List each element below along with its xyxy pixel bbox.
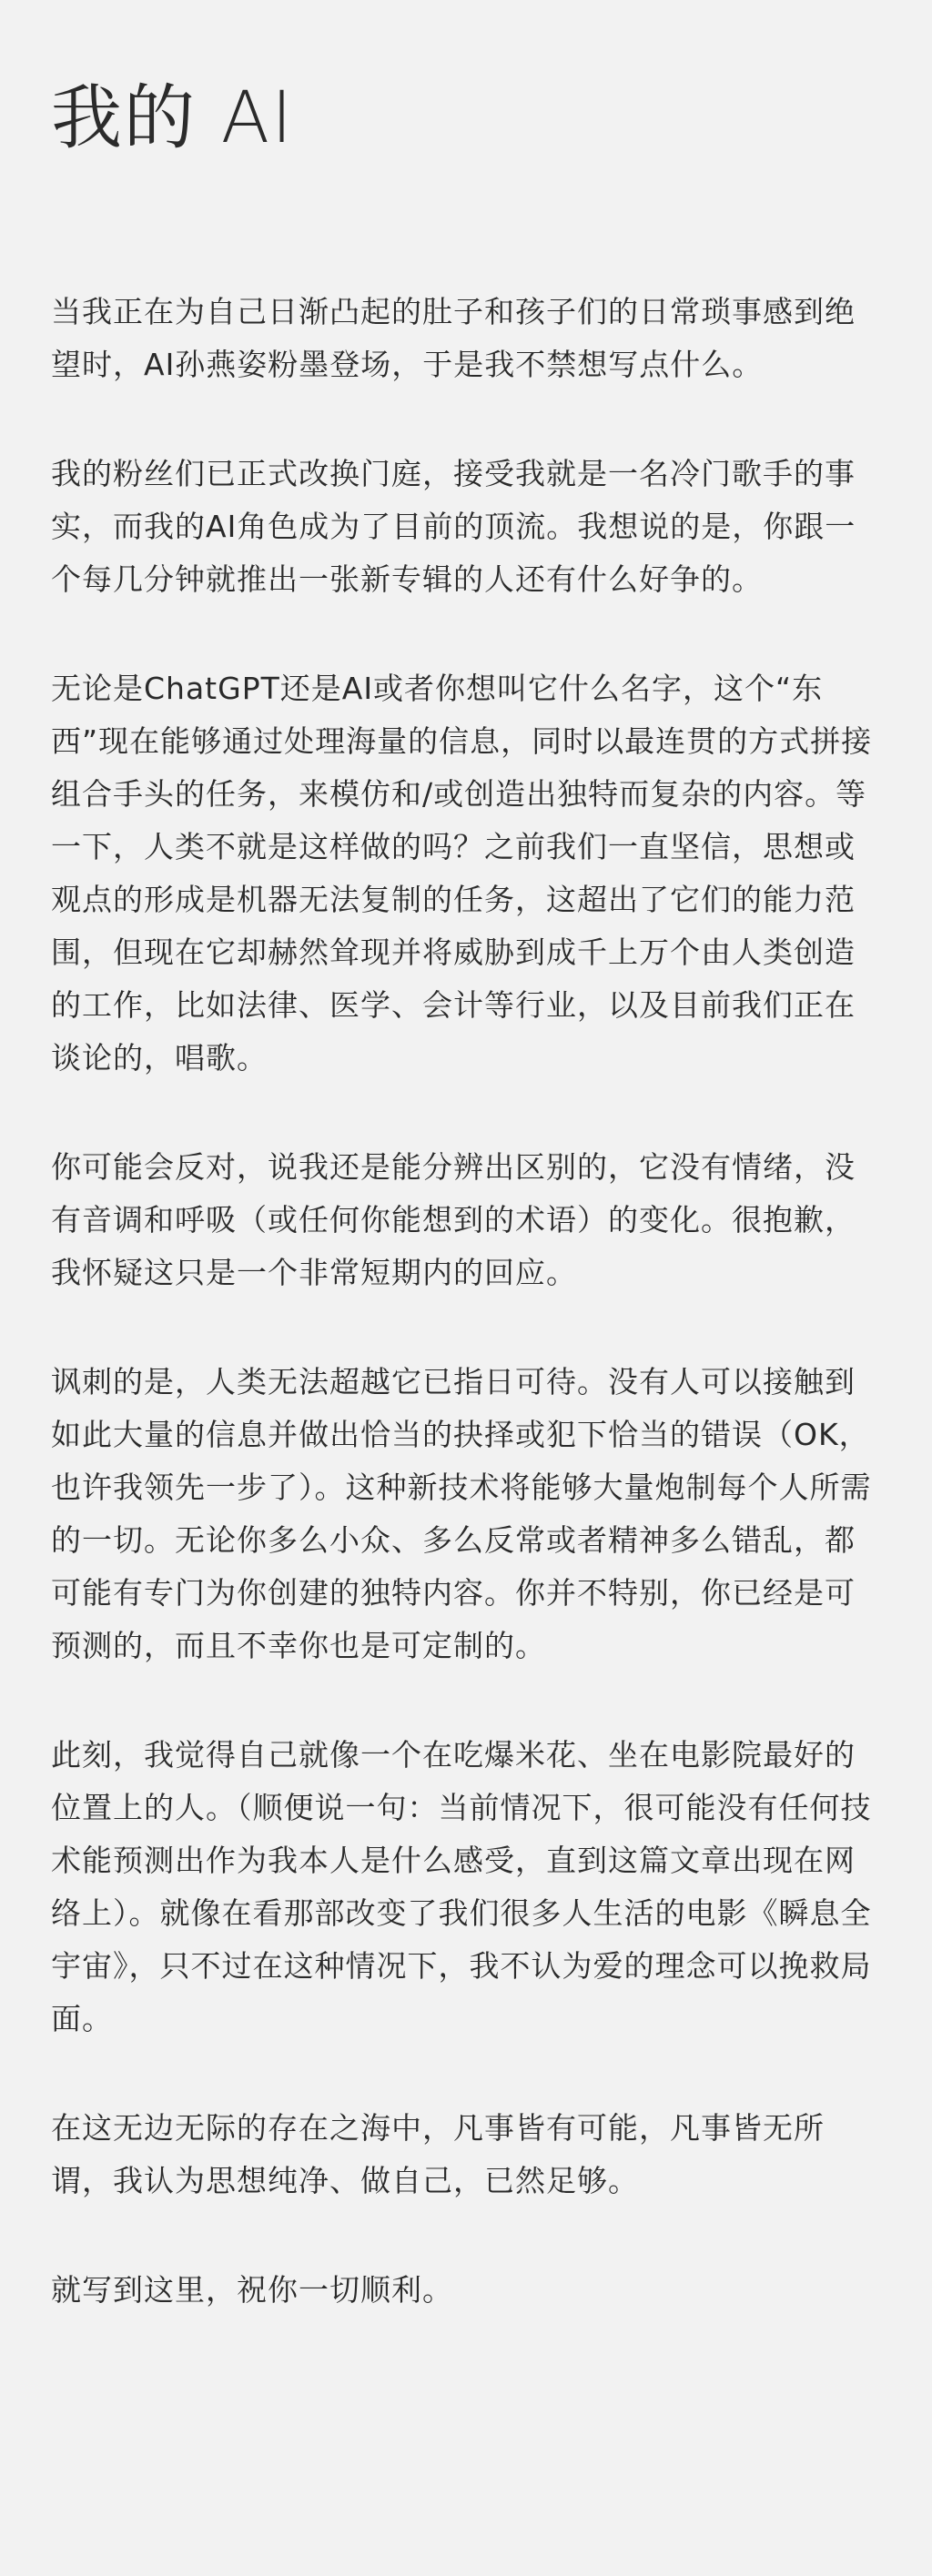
paragraph: 无论是ChatGPT还是AI或者你想叫它什么名字，这个“东西”现在能够通过处理海量的信息，同时以最连贯的方式拼接组合手头的任务，来模仿和/或创造出独特而复杂的内容。等一下，人类不就是这样做的吗？之前我们一直坚信，思想或观点的形成是机器无法复制的任务，这超出了它们的能力范围，但现在它却赫然耸现并将威胁到成千上万个由人类创造的工作，比如法律、医学、会计等行业，以及目前我们正在谈论的，唱歌。	[51, 670, 873, 1076]
paragraph: 我的粉丝们已正式改换门庭，接受我就是一名冷门歌手的事实，而我的AI角色成为了目前的顶流。我想说的是，你跟一个每几分钟就推出一张新专辑的人还有什么好争的。	[51, 455, 856, 597]
article-title: 我的 AI	[51, 77, 295, 159]
article-body	[51, 286, 877, 2317]
paragraph: 在这无边无际的存在之海中，凡事皆有可能，凡事皆无所谓，我认为思想纯净、做自己，已然足够。	[51, 2109, 825, 2198]
paragraph: 你可能会反对，说我还是能分辨出区别的，它没有情绪，没有音调和呼吸（或任何你能想到的术语）的变化。很抱歉，我怀疑这只是一个非常短期内的回应。	[51, 1148, 856, 1290]
paragraph: 当我正在为自己日渐凸起的肚子和孩子们的日常琐事感到绝望时，AI孙燕姿粉墨登场，于是我不禁想写点什么。	[51, 293, 856, 382]
paragraph: 此刻，我觉得自己就像一个在吃爆米花、坐在电影院最好的位置上的人。（顺便说一句：当前情况下，很可能没有任何技术能预测出作为我本人是什么感受，直到这篇文章出现在网络上）。就像在看那部改变了我们很多人生活的电影《瞬息全宇宙》，只不过在这种情况下，我不认为爱的理念可以挽救局面。	[51, 1736, 872, 2036]
paragraph: 讽刺的是，人类无法超越它已指日可待。没有人可以接触到如此大量的信息并做出恰当的抉择或犯下恰当的错误（OK，也许我领先一步了）。这种新技术将能够大量炮制每个人所需的一切。无论你多么小众、多么反常或者精神多么错乱，都可能有专门为你创建的独特内容。你并不特别，你已经是可预测的，而且不幸你也是可定制的。	[51, 1363, 872, 1663]
paragraph: 就写到这里，祝你一切顺利。	[51, 2271, 453, 2308]
